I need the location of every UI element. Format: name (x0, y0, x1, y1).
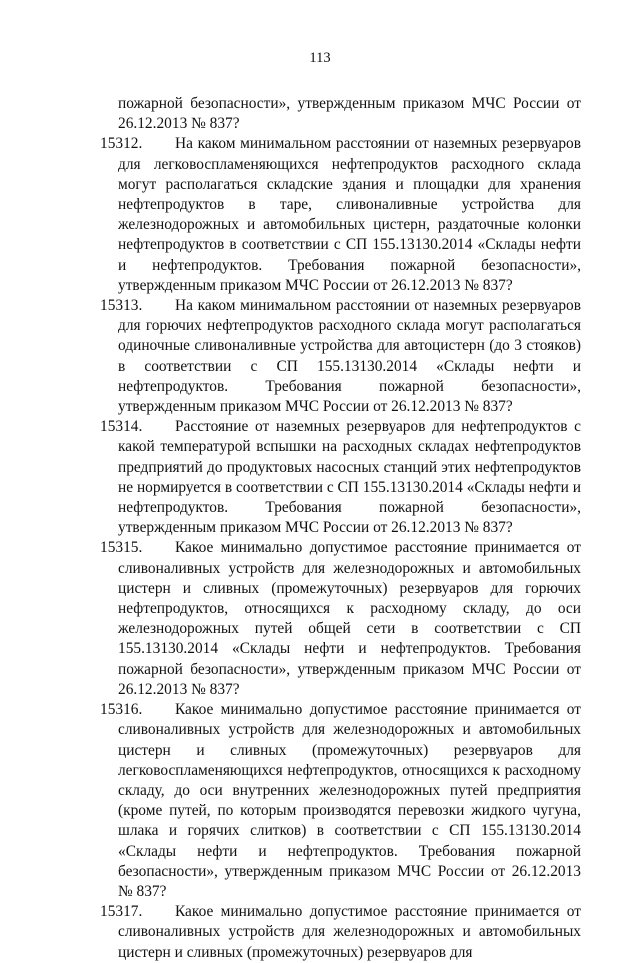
continued-text: пожарной безопасности», утвержденным приказом МЧС России от 26.12.2013 № 837? (118, 95, 581, 133)
question-number: 15313. (100, 297, 143, 315)
question-number: 15317. (100, 903, 143, 921)
question-text: Какое минимально допустимое расстояние принимается от сливоналивных устройств для железнодорожных и автомобильных цистерн и сливных (промежуточных) резервуаров для легковоспламеняющихся нефтепродуктов, относящихся к расходному складу, до оси внутренних железнодорожных путей предприятия (кроме путей, по которым производятся перевозки жидкого чугуна, шлака и горячих слитков) в соответствии с СП 155.13130.2014 «Склады нефти и нефтепродуктов. Требования пожарной безопасности», утвержденным приказом МЧС России от 26.12.2013 № 837? (118, 701, 581, 900)
question-text: Какое минимально допустимое расстояние принимается от сливоналивных устройств для железнодорожных и автомобильных цистерн и сливных (промежуточных) резервуаров для горючих нефтепродуктов, относящихся к расходному складу, до оси железнодорожных путей общей сети в соответствии с СП 155.13130.2014 «Склады нефти и нефтепродуктов. Требования пожарной безопасности», утвержденным приказом МЧС России от 26.12.2013 № 837? (118, 539, 581, 698)
question-item (100, 134, 581, 296)
question-number: 15315. (100, 539, 143, 557)
question-item (100, 417, 581, 538)
question-item (100, 538, 581, 700)
question-number: 15314. (100, 418, 143, 436)
question-item (100, 902, 581, 963)
question-text: На каком минимальном расстоянии от наземных резервуаров для легковоспламеняющихся нефтепродуктов расходного склада могут располагаться складские здания и площадки для хранения нефтепродуктов в таре, сливоналивные устройства для железнодорожных и автомобильных цистерн, раздаточные колонки нефтепродуктов в соответствии с СП 155.13130.2014 «Склады нефти и нефтепродуктов. Требования пожарной безопасности», утвержденным приказом МЧС России от 26.12.2013 № 837? (118, 135, 581, 294)
question-text: На каком минимальном расстоянии от наземных резервуаров для горючих нефтепродуктов расходного склада могут располагаться одиночные сливоналивные устройства для автоцистерн (до 3 стояков) в соответствии с СП 155.13130.2014 «Склады нефти и нефтепродуктов. Требования пожарной безопасности», утвержденным приказом МЧС России от 26.12.2013 № 837? (118, 297, 581, 416)
page-number: 113 (309, 50, 331, 66)
document-body (0, 94, 640, 963)
continued-paragraph (118, 94, 581, 134)
question-item (100, 700, 581, 902)
question-text: Какое минимально допустимое расстояние принимается от сливоналивных устройств для железнодорожных и автомобильных цистерн и сливных (промежуточных) резервуаров для (118, 903, 581, 961)
question-number: 15312. (100, 135, 143, 153)
scan-margin-mark (600, 855, 601, 895)
question-item (100, 296, 581, 417)
question-number: 15316. (100, 701, 143, 719)
question-text: Расстояние от наземных резервуаров для нефтепродуктов с какой температурой вспышки на расходных складах нефтепродуктов предприятий до продуктовых насосных станций этих нефтепродуктов не нормируется в соответствии с СП 155.13130.2014 «Склады нефти и нефтепродуктов. Требования пожарной безопасности», утвержденным приказом МЧС России от 26.12.2013 № 837? (118, 418, 581, 537)
